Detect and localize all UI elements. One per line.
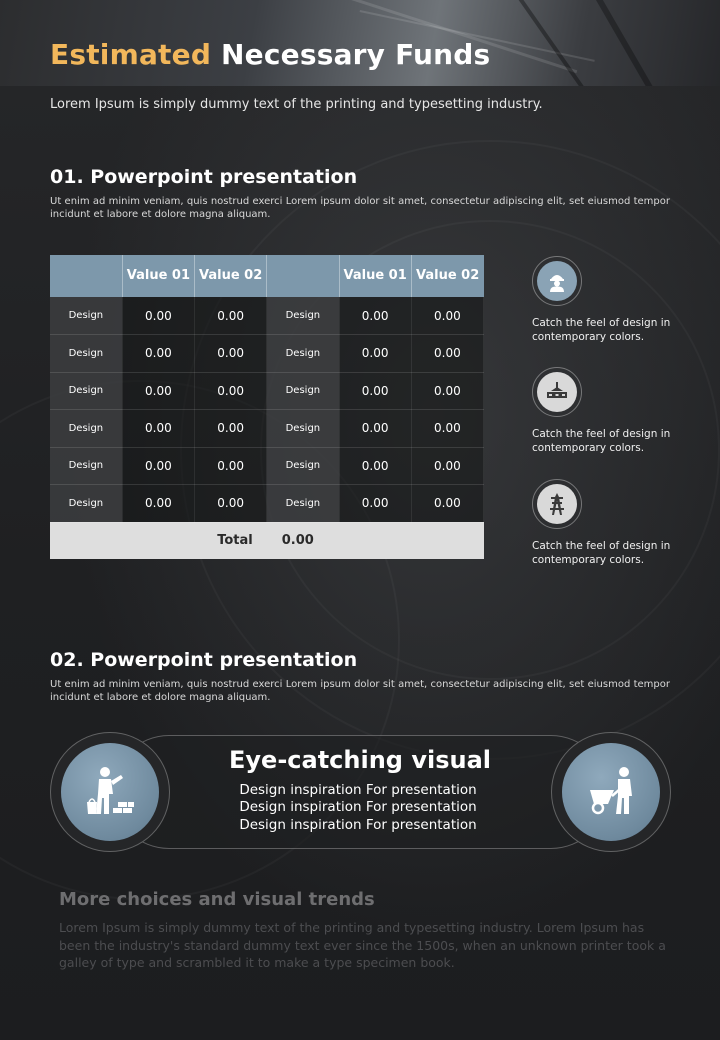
- table-cell: Design: [267, 372, 339, 410]
- side-item-text: Catch the feel of design in contemporary colors.: [532, 317, 671, 343]
- table-cell: Design: [50, 410, 122, 448]
- table-cell: Design: [50, 335, 122, 373]
- table-cell: Design: [267, 485, 339, 523]
- more-heading: More choices and visual trends: [59, 889, 375, 910]
- table-cell: 0.00: [122, 410, 194, 448]
- total-value: 0.00: [267, 522, 484, 559]
- total-row: [50, 522, 484, 559]
- table-cell: Design: [50, 297, 122, 335]
- crane-hook-icon: [537, 372, 577, 412]
- side-item-text: Catch the feel of design in contemporary colors.: [532, 540, 671, 566]
- table-cell: 0.00: [411, 485, 483, 523]
- section1-body: Ut enim ad minim veniam, quis nostrud exerci Lorem ipsum dolor sit amet, consectetur adipiscing elit, set eiusmod tempor incidunt et labore et dolore magna aliquam.: [50, 196, 670, 220]
- side-item: [532, 479, 682, 567]
- table-cell: 0.00: [122, 297, 194, 335]
- side-circle: [532, 479, 582, 529]
- side-item: [532, 256, 682, 344]
- table-cell: 0.00: [411, 372, 483, 410]
- table-cell: Design: [50, 447, 122, 485]
- side-item: [532, 367, 682, 455]
- table-cell: 0.00: [122, 447, 194, 485]
- table-cell: Design: [267, 335, 339, 373]
- page-title: [50, 38, 490, 71]
- side-circle: [532, 367, 582, 417]
- banner-title: Eye-catching visual: [229, 746, 491, 774]
- table-row: [50, 335, 484, 373]
- table-cell: 0.00: [195, 372, 267, 410]
- header-cell: [267, 255, 339, 297]
- table-cell: 0.00: [339, 372, 411, 410]
- table-cell: 0.00: [411, 447, 483, 485]
- table-cell: 0.00: [411, 297, 483, 335]
- funds-table: [50, 255, 484, 559]
- side-item-text: Catch the feel of design in contemporary colors.: [532, 428, 671, 454]
- table-cell: 0.00: [339, 297, 411, 335]
- banner-line: Design inspiration For presentation: [239, 799, 477, 815]
- table-row: [50, 297, 484, 335]
- table-cell: 0.00: [195, 410, 267, 448]
- header-cell: Value 01: [339, 255, 411, 297]
- header-cell: Value 02: [195, 255, 267, 297]
- table-row: [50, 485, 484, 523]
- banner-line: Design inspiration For presentation: [239, 782, 477, 798]
- table-cell: 0.00: [411, 410, 483, 448]
- title-rest: Necessary Funds: [221, 38, 491, 71]
- header-cell: [50, 255, 122, 297]
- table-header-row: [50, 255, 484, 297]
- table-row: [50, 447, 484, 485]
- side-circle: [532, 256, 582, 306]
- right-circle: [551, 732, 671, 852]
- table-cell: 0.00: [339, 447, 411, 485]
- wheelbarrow-worker-icon: [562, 743, 660, 841]
- table-cell: 0.00: [339, 410, 411, 448]
- table-cell: Design: [267, 297, 339, 335]
- table-cell: 0.00: [195, 297, 267, 335]
- table-cell: 0.00: [339, 335, 411, 373]
- title-accent: Estimated: [50, 38, 212, 71]
- banner-line: Design inspiration For presentation: [239, 817, 477, 833]
- header-cell: Value 01: [122, 255, 194, 297]
- left-circle: [50, 732, 170, 852]
- table-cell: Design: [50, 372, 122, 410]
- page-subtitle: Lorem Ipsum is simply dummy text of the printing and typesetting industry.: [50, 97, 543, 112]
- table-cell: Design: [267, 447, 339, 485]
- header-cell: Value 02: [411, 255, 483, 297]
- table-cell: 0.00: [339, 485, 411, 523]
- section1-heading: 01. Powerpoint presentation: [50, 166, 358, 188]
- table-row: [50, 372, 484, 410]
- total-label: Total: [50, 522, 267, 559]
- table-cell: 0.00: [195, 485, 267, 523]
- construction-worker-icon: [537, 261, 577, 301]
- table-cell: 0.00: [122, 372, 194, 410]
- transmission-tower-icon: [537, 484, 577, 524]
- bricklayer-icon: [61, 743, 159, 841]
- section2-heading: 02. Powerpoint presentation: [50, 649, 358, 671]
- table-cell: 0.00: [411, 335, 483, 373]
- more-body: Lorem Ipsum is simply dummy text of the printing and typesetting industry. Lorem Ipsum has been the industry's standard dummy text ever since the 1500s, when an unknown printer took a galley of type and scrambled it to make a type specimen book.: [59, 920, 666, 970]
- table-cell: Design: [267, 410, 339, 448]
- table-cell: 0.00: [122, 335, 194, 373]
- table-cell: 0.00: [195, 335, 267, 373]
- table-row: [50, 410, 484, 448]
- table-cell: 0.00: [122, 485, 194, 523]
- table-cell: Design: [50, 485, 122, 523]
- section2-body: Ut enim ad minim veniam, quis nostrud exerci Lorem ipsum dolor sit amet, consectetur adipiscing elit, set eiusmod tempor incidunt et labore et dolore magna aliquam.: [50, 679, 670, 703]
- table-cell: 0.00: [195, 447, 267, 485]
